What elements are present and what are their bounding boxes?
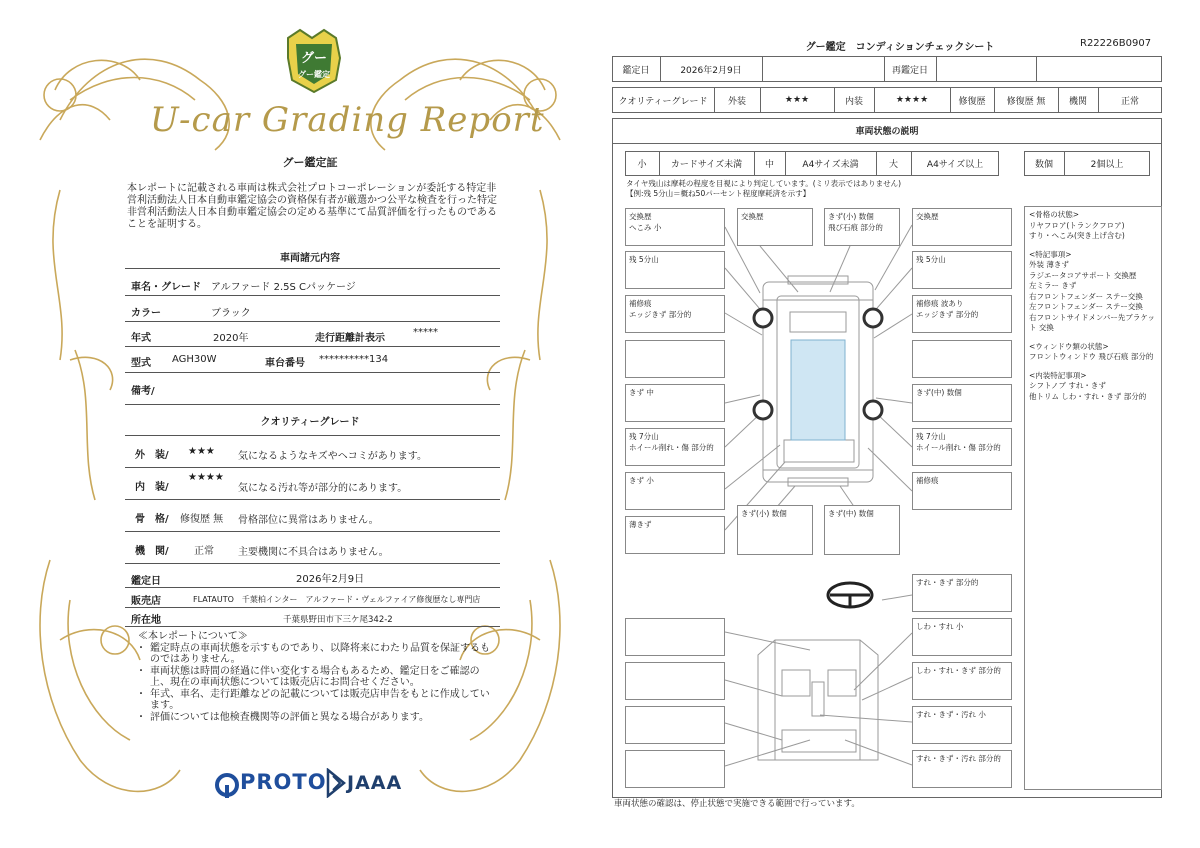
divider xyxy=(125,404,500,405)
proto-logo-mark xyxy=(214,772,240,798)
notes-line: リヤフロア(トランクフロア) xyxy=(1029,220,1125,230)
sheet-title: グー鑑定 コンディションチェックシート xyxy=(805,42,995,53)
chassis-value: **********134 xyxy=(319,354,389,365)
interior-box-steering: すれ・きず 部分的 xyxy=(912,574,1012,612)
mileage-value: ***** xyxy=(413,327,438,338)
interior-label: 内 装/ xyxy=(135,482,169,493)
exterior-stars: ★★★ xyxy=(188,446,215,457)
interior-box-left-4 xyxy=(625,750,725,788)
frame-label: 骨 格/ xyxy=(135,514,169,525)
notes-heading: <ウィンドウ類の状態> xyxy=(1029,341,1109,351)
notes-line: 他トリム しわ・すれ・きず 部分的 xyxy=(1029,391,1147,401)
damage-box-left-mid xyxy=(625,340,725,378)
steering-wheel-icon xyxy=(828,583,872,607)
footer-note: 車両状態の確認は、停止状態で実施できる範囲で行っています。 xyxy=(614,799,860,809)
damage-box-front-right: 交換歴 xyxy=(912,208,1012,246)
notes-line: 右フロントフェンダー ステー交換 xyxy=(1029,291,1143,301)
interior-box-left-1 xyxy=(625,618,725,656)
certificate-title: グー鑑定証 xyxy=(282,156,338,169)
address-label: 所在地 xyxy=(131,615,161,626)
damage-box-front-left: 交換歴 へこみ 小 xyxy=(625,208,725,246)
goo-badge-logo xyxy=(288,30,340,92)
tire-box-front-right: 残 5分山 xyxy=(912,251,1012,289)
quality-heading: クオリティーグレード xyxy=(260,417,360,428)
color-label: カラー xyxy=(131,308,161,319)
divider xyxy=(125,372,500,373)
condition-heading: 車両状態の説明 xyxy=(855,127,919,137)
spec-heading: 車両諸元内容 xyxy=(280,253,340,264)
remarks-label: 備考/ xyxy=(131,386,155,397)
divider xyxy=(125,499,500,500)
interior-box-right-4: すれ・きず・汚れ 小 xyxy=(912,706,1012,744)
repair-history-label: 修復歴 xyxy=(958,96,986,107)
damage-box-front-bumper: 交換歴 xyxy=(737,208,813,246)
inspection-date-value: 2026年2月9日 xyxy=(296,574,365,585)
count-label: 数個 xyxy=(1034,160,1053,170)
size-medium-desc: A4サイズ未満 xyxy=(802,160,859,170)
engine-value: 正常 xyxy=(194,546,214,557)
tire-box-rear-left: 残 7分山 ホイール削れ・傷 部分的 xyxy=(625,428,725,466)
certificate-body: 本レポートに記載される車両は株式会社プロトコーポレーションが委託する特定非営利活動法人日本自動車鑑定協会の資格保有者が厳選かつ公平な検査を行った特定非営利活動法人日本自動車鑑定協会の定める基準にて品質評価を行ったものであることを証明する。 xyxy=(127,183,497,230)
note-item: ・ 車両状態は時間の経過に伴い変化する場合もあるため、鑑定日をご確認の上、現在の車両状態については販売店にお問合せください。 xyxy=(138,666,498,689)
notes-line: フロントウィンドウ 飛び石痕 部分的 xyxy=(1029,352,1154,361)
divider xyxy=(125,531,500,532)
size-small-label: 小 xyxy=(637,160,647,170)
chassis-label: 車台番号 xyxy=(265,358,305,369)
reinspection-date-label: 再鑑定日 xyxy=(891,65,928,76)
notes-heading: <内装特記事項> xyxy=(1029,370,1087,380)
damage-box-rear-right: 補修痕 xyxy=(912,472,1012,510)
proto-logo: PROTO xyxy=(240,770,327,794)
address-value: 千葉県野田市下三ケ尾342-2 xyxy=(283,615,393,625)
tire-box-front-left: 残 5分山 xyxy=(625,251,725,289)
interior-box-right-2: しわ・すれ 小 xyxy=(912,618,1012,656)
notes-line: ラジエータコアサポート 交換歴 xyxy=(1029,270,1137,280)
model-label: 型式 xyxy=(131,358,151,369)
tire-note: タイヤ残山は摩耗の程度を目視により判定しています。(ミリ表示ではありません) xyxy=(626,179,902,188)
inspection-date-value: 2026年2月9日 xyxy=(680,65,742,76)
exterior-text: 気になるようなキズやヘコミがあります。 xyxy=(238,451,427,462)
damage-box-hood: きず(小) 数個 飛び石痕 部分的 xyxy=(824,208,900,246)
notes-heading: <骨格の状態> xyxy=(1029,210,1080,219)
size-large-label: 大 xyxy=(888,160,898,170)
notes-line: 左ミラー きず xyxy=(1029,281,1077,290)
frame-value: 修復歴 無 xyxy=(180,514,224,525)
damage-box-left-rear-door: きず 中 xyxy=(625,384,725,422)
sheet-number: R22226B0907 xyxy=(1080,38,1152,49)
condition-notes xyxy=(1024,206,1162,790)
mileage-label: 走行距離計表示 xyxy=(315,333,385,344)
divider xyxy=(125,321,500,322)
interior-box-left-2 xyxy=(625,662,725,700)
window-notes xyxy=(1029,342,1157,363)
car-name-label: 車名・グレード xyxy=(131,282,201,293)
notes-line: 右フロントサイドメンバー先ブラケット 交換 xyxy=(1029,312,1155,332)
quality-grade-label: クオリティーグレード xyxy=(618,96,708,107)
dealer-value: FLATAUTO 千葉柏インター アルファード・ヴェルファイア修復歴なし専門店 xyxy=(193,595,481,604)
jaaa-logo-mark xyxy=(326,768,346,798)
frame-text: 骨格部位に異常はありません。 xyxy=(238,515,379,526)
engine-label: 機 関/ xyxy=(135,546,169,557)
interior-label: 内装 xyxy=(844,96,863,107)
exterior-label: 外装 xyxy=(727,96,746,107)
engine-value: 正常 xyxy=(1120,96,1139,107)
interior-notes xyxy=(1029,371,1157,403)
damage-box-right-front-door: 補修痕 波あり エッジきず 部分的 xyxy=(912,295,1012,333)
engine-text: 主要機関に不具合はありません。 xyxy=(238,547,389,558)
count-desc: 2個以上 xyxy=(1090,160,1124,170)
divider xyxy=(125,435,500,436)
damage-box-rear-left: きず 小 xyxy=(625,472,725,510)
interior-stars: ★★★★ xyxy=(895,95,929,105)
report-script-title: U-car Grading Report xyxy=(150,100,545,140)
inspection-date-label: 鑑定日 xyxy=(622,65,650,76)
roof-glass xyxy=(791,340,845,440)
exterior-label: 外 装/ xyxy=(135,450,169,461)
divider xyxy=(125,346,500,347)
svg-text:グー: グー xyxy=(300,51,328,66)
year-label: 年式 xyxy=(131,333,151,344)
damage-box-rear-gate: きず(小) 数個 xyxy=(737,505,813,555)
interior-stars: ★★★★ xyxy=(188,472,224,483)
divider xyxy=(125,607,500,608)
note-item: ・ 評価については他検査機関等の評価と異なる場合があります。 xyxy=(138,712,498,724)
size-small-desc: カードサイズ未満 xyxy=(670,160,743,170)
notes-line: すり・へこみ(突き上げ含む) xyxy=(1029,231,1125,240)
model-value: AGH30W xyxy=(172,354,217,365)
size-large-desc: A4サイズ以上 xyxy=(926,160,984,170)
color-value: ブラック xyxy=(211,308,251,319)
frame-notes xyxy=(1029,210,1157,242)
divider xyxy=(125,467,500,468)
jaaa-logo: JAAA xyxy=(347,772,403,794)
damage-box-rear-bumper-left: 薄きず xyxy=(625,516,725,554)
divider xyxy=(125,295,500,296)
divider xyxy=(125,268,500,269)
repair-history-value: 修復歴 無 xyxy=(1006,96,1046,107)
divider xyxy=(125,587,500,588)
damage-box-right-mid xyxy=(912,340,1012,378)
notes-line: シフトノブ すれ・きず xyxy=(1029,381,1106,390)
notes-heading: ≪本レポートについて≫ xyxy=(138,631,248,642)
tire-example: 【例:残 5分山＝概ね50パーセント程度摩耗済を示す】 xyxy=(626,189,811,198)
note-item: ・ 鑑定時点の車両状態を示すものであり、以降将来にわたり品質を保証するものではありません。 xyxy=(138,643,498,666)
inspection-date-label: 鑑定日 xyxy=(131,576,161,587)
damage-box-right-rear-door: きず(中) 数個 xyxy=(912,384,1012,422)
interior-box-right-5: すれ・きず・汚れ 部分的 xyxy=(912,750,1012,788)
damage-box-rear-bumper: きず(中) 数個 xyxy=(824,505,900,555)
year-value: 2020年 xyxy=(213,333,249,344)
interior-box-left-3 xyxy=(625,706,725,744)
badge-text: グー鑑定 xyxy=(298,70,330,79)
interior-text: 気になる汚れ等が部分的にあります。 xyxy=(238,483,408,494)
dealer-label: 販売店 xyxy=(131,596,161,607)
notes-line: 外装 薄きず xyxy=(1029,260,1069,269)
damage-box-left-front-door: 補修痕 エッジきず 部分的 xyxy=(625,295,725,333)
size-medium-label: 中 xyxy=(764,160,774,170)
exterior-stars: ★★★ xyxy=(784,95,810,105)
engine-label: 機関 xyxy=(1068,96,1087,107)
notes-line: 左フロントフェンダー ステー交換 xyxy=(1029,302,1143,311)
special-notes xyxy=(1029,250,1157,334)
condition-check-sheet xyxy=(600,0,1200,848)
interior-box-right-3: しわ・すれ・きず 部分的 xyxy=(912,662,1012,700)
divider xyxy=(125,626,500,627)
divider xyxy=(125,563,500,564)
note-item: ・ 年式、車名、走行距離などの記載については販売店申告をもとに作成しています。 xyxy=(138,689,498,712)
report-notes xyxy=(138,631,498,723)
notes-heading: <特記事項> xyxy=(1029,249,1072,259)
car-name-value: アルファード 2.5S Cパッケージ xyxy=(211,282,356,293)
tire-box-rear-right: 残 7分山 ホイール削れ・傷 部分的 xyxy=(912,428,1012,466)
